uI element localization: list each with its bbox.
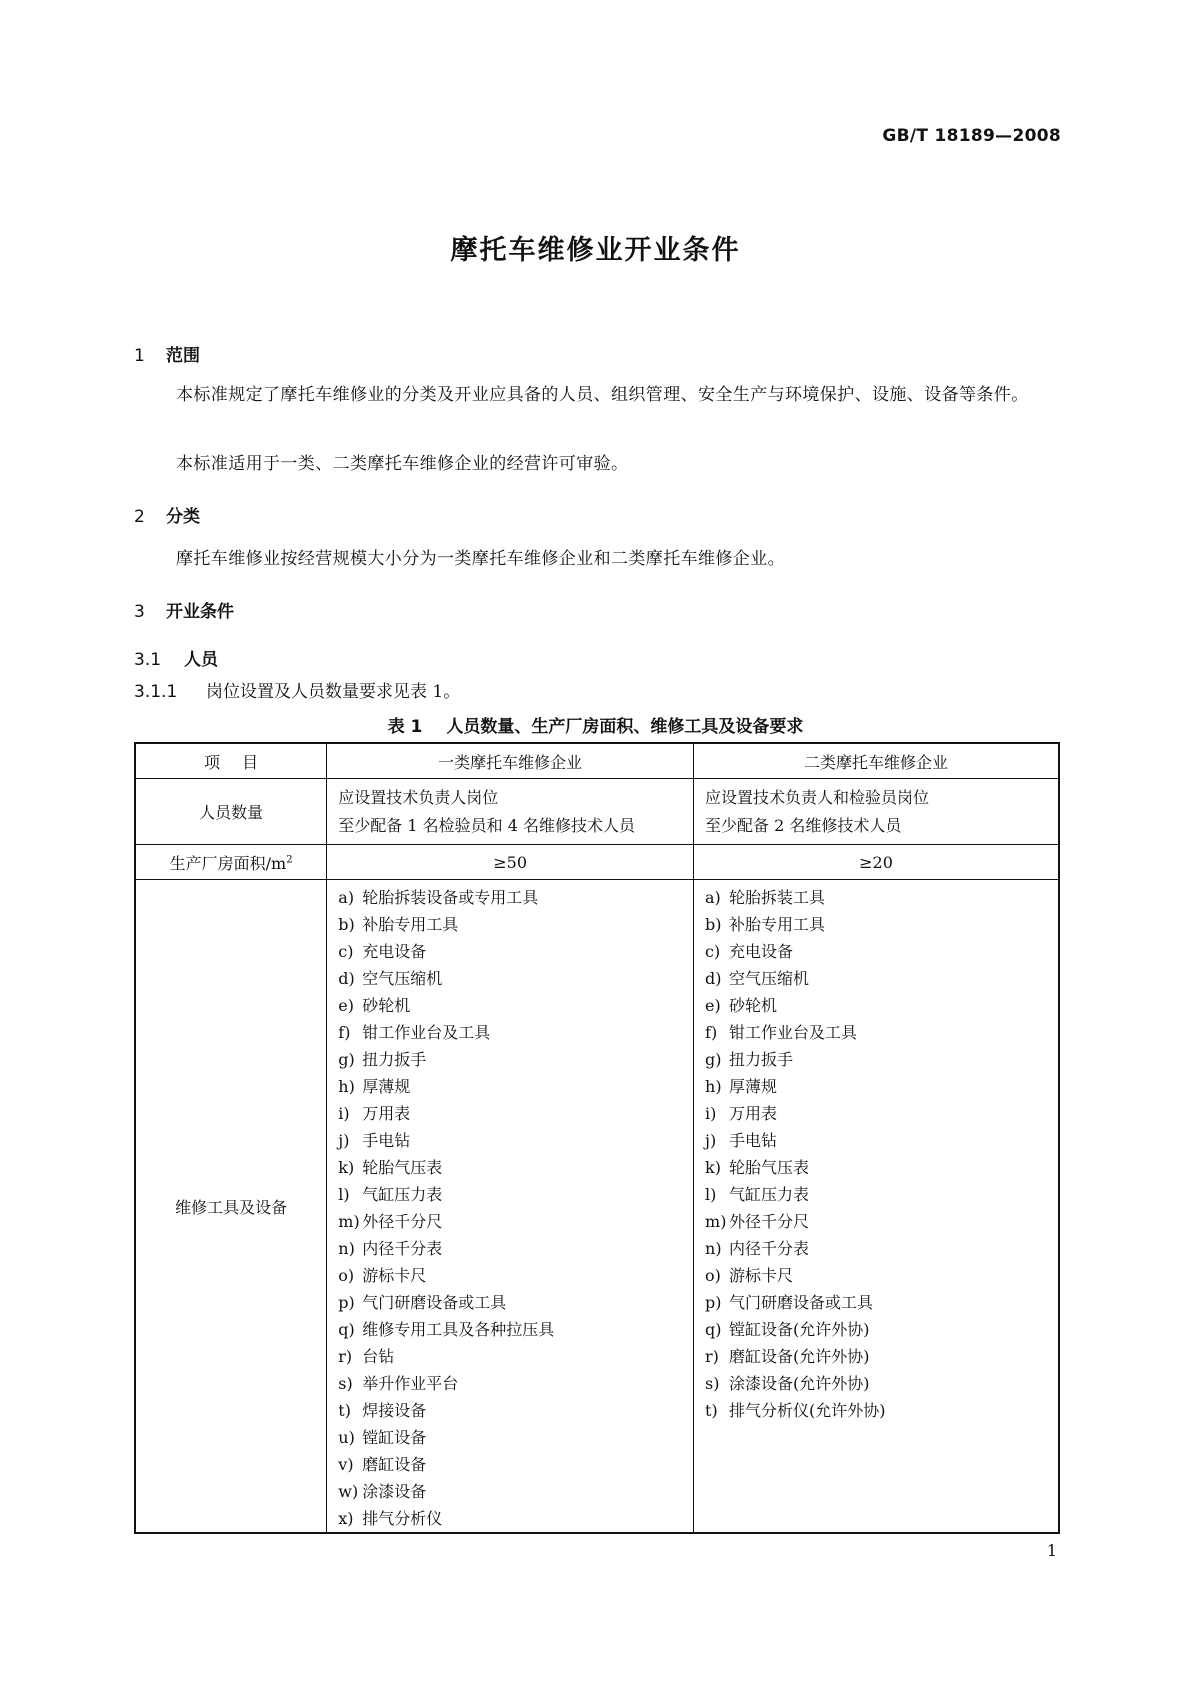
tools-class2	[694, 880, 1059, 1534]
section-number: 2	[134, 507, 145, 527]
list-item	[338, 1073, 693, 1100]
list-text: 砂轮机	[362, 996, 411, 1015]
list-text: 气门研磨设备或工具	[729, 1293, 874, 1312]
list-marker: t)	[338, 1401, 351, 1420]
list-item	[705, 1316, 1058, 1343]
list-text: 轮胎气压表	[362, 1158, 443, 1177]
area-label: 生产厂房面积$/m^2$	[135, 845, 327, 880]
page-number: 1	[1046, 1541, 1057, 1560]
list-text: 游标卡尺	[362, 1266, 427, 1285]
list-item	[338, 1424, 693, 1451]
list-text: 排气分析仪(允许外协)	[729, 1401, 886, 1420]
list-marker: c)	[338, 942, 354, 961]
list-marker: d)	[705, 969, 722, 988]
list-text: 手电钻	[362, 1131, 411, 1150]
staff-class1-line2: 至少配备 1 名检验员和 4 名维修技术人员	[338, 815, 635, 835]
table-row-area	[135, 845, 1059, 880]
table-header-row	[135, 743, 1059, 779]
list-marker: u)	[338, 1428, 355, 1447]
list-marker: r)	[705, 1347, 719, 1366]
list-text: 空气压缩机	[362, 969, 443, 988]
section-1-heading	[134, 341, 200, 366]
classification-paragraph: 摩托车维修业按经营规模大小分为一类摩托车维修企业和二类摩托车维修企业。	[176, 549, 785, 569]
list-text: 钳工作业台及工具	[729, 1023, 858, 1042]
list-marker: r)	[338, 1347, 353, 1366]
list-marker: x)	[338, 1509, 354, 1528]
list-item	[338, 884, 693, 911]
list-text: 钳工作业台及工具	[362, 1023, 491, 1042]
list-marker: c)	[705, 942, 721, 961]
section-title: 分类	[166, 507, 200, 527]
list-item	[338, 1397, 693, 1424]
list-marker: j)	[338, 1131, 350, 1150]
list-item	[338, 1235, 693, 1262]
list-item	[338, 1289, 693, 1316]
subsection-3-1-heading	[134, 645, 218, 670]
list-marker: p)	[338, 1293, 355, 1312]
list-item	[338, 1127, 693, 1154]
list-text: 游标卡尺	[729, 1266, 794, 1285]
list-text: 充电设备	[362, 942, 427, 961]
list-marker: f)	[705, 1023, 718, 1042]
list-text: 焊接设备	[362, 1401, 427, 1420]
list-text: 补胎专用工具	[362, 915, 459, 934]
list-item	[338, 992, 693, 1019]
tools-class1-list	[338, 884, 693, 1532]
requirements-table	[134, 742, 1060, 1534]
list-text: 充电设备	[729, 942, 794, 961]
section-title: 开业条件	[166, 602, 234, 622]
list-item	[705, 938, 1058, 965]
section-2-heading	[134, 502, 200, 527]
list-text: 维修专用工具及各种拉压具	[362, 1320, 555, 1339]
list-marker: o)	[338, 1266, 355, 1285]
list-item	[705, 965, 1058, 992]
list-item	[705, 1154, 1058, 1181]
list-text: 空气压缩机	[729, 969, 810, 988]
list-marker: t)	[705, 1401, 718, 1420]
list-item	[705, 1397, 1058, 1424]
list-marker: l)	[705, 1185, 717, 1204]
list-item	[338, 1046, 693, 1073]
list-marker: h)	[705, 1077, 722, 1096]
tools-class2-list	[705, 884, 1058, 1424]
list-text: 手电钻	[729, 1131, 778, 1150]
list-text: 台钻	[362, 1347, 395, 1366]
list-marker: a)	[705, 888, 721, 907]
list-marker: o)	[705, 1266, 721, 1285]
list-marker: k)	[338, 1158, 355, 1177]
list-marker: i)	[338, 1104, 350, 1123]
subsection-title: 人员	[184, 650, 218, 670]
tools-class1	[327, 880, 694, 1534]
list-marker: m)	[338, 1212, 360, 1231]
list-item	[338, 1451, 693, 1478]
list-text: 轮胎拆装设备或专用工具	[362, 888, 539, 907]
list-text: 砂轮机	[729, 996, 778, 1015]
list-text: 磨缸设备	[362, 1455, 427, 1474]
list-item	[338, 1316, 693, 1343]
list-marker: j)	[705, 1131, 717, 1150]
header-item: 项目	[135, 743, 327, 779]
list-marker: p)	[705, 1293, 722, 1312]
list-item	[338, 965, 693, 992]
list-marker: a)	[338, 888, 355, 907]
list-text: 气缸压力表	[362, 1185, 443, 1204]
list-item	[705, 1343, 1058, 1370]
list-item	[338, 1154, 693, 1181]
staff-label: 人员数量	[135, 779, 327, 845]
list-item	[705, 992, 1058, 1019]
list-marker: v)	[338, 1455, 354, 1474]
table-row-staff	[135, 779, 1059, 845]
section-number: 1	[134, 346, 145, 366]
list-marker: g)	[705, 1050, 722, 1069]
clause-number: 3.1.1	[134, 682, 178, 702]
list-marker: n)	[338, 1239, 355, 1258]
list-item	[338, 1208, 693, 1235]
list-item	[705, 1019, 1058, 1046]
table-caption-number: 表 1	[387, 717, 423, 737]
staff-class2	[694, 779, 1059, 845]
list-marker: e)	[338, 996, 354, 1015]
table-row-tools	[135, 880, 1059, 1534]
list-text: 扭力扳手	[729, 1050, 794, 1069]
staff-class2-line2: 至少配备 2 名维修技术人员	[705, 815, 902, 835]
list-text: 扭力扳手	[362, 1050, 427, 1069]
list-text: 轮胎气压表	[729, 1158, 810, 1177]
list-marker: e)	[705, 996, 721, 1015]
table-caption	[0, 712, 1191, 737]
list-text: 镗缸设备	[362, 1428, 427, 1447]
list-item	[705, 1262, 1058, 1289]
list-marker: b)	[705, 915, 722, 934]
staff-class1-line1: 应设置技术负责人岗位	[338, 787, 499, 807]
list-text: 外径千分尺	[362, 1212, 443, 1231]
list-marker: m)	[705, 1212, 727, 1231]
section-3-heading	[134, 597, 234, 622]
staff-class2-line1: 应设置技术负责人和检验员岗位	[705, 787, 930, 807]
list-item	[705, 1127, 1058, 1154]
table-caption-text: 人员数量、生产厂房面积、维修工具及设备要求	[446, 717, 804, 737]
list-item	[338, 938, 693, 965]
list-item	[338, 1019, 693, 1046]
list-item	[338, 1100, 693, 1127]
list-marker: g)	[338, 1050, 355, 1069]
scope-paragraph-1: 本标准规定了摩托车维修业的分类及开业应具备的人员、组织管理、安全生产与环境保护、设施、设备等条件。	[176, 385, 1029, 405]
list-item	[705, 911, 1058, 938]
list-item	[705, 1046, 1058, 1073]
list-text: 磨缸设备(允许外协)	[729, 1347, 870, 1366]
list-text: 内径千分表	[729, 1239, 810, 1258]
list-marker: w)	[338, 1482, 359, 1501]
list-item	[338, 1343, 693, 1370]
list-marker: i)	[705, 1104, 717, 1123]
list-text: 外径千分尺	[729, 1212, 810, 1231]
standard-code: GB/T 18189—2008	[882, 126, 1061, 146]
list-text: 厚薄规	[362, 1077, 411, 1096]
header-class2: 二类摩托车维修企业	[694, 743, 1059, 779]
list-text: 气缸压力表	[729, 1185, 810, 1204]
staff-class1	[327, 779, 694, 845]
list-marker: q)	[338, 1320, 355, 1339]
header-class1: 一类摩托车维修企业	[327, 743, 694, 779]
list-text: 排气分析仪	[362, 1509, 443, 1528]
area-unit-superscript: 2	[286, 854, 293, 866]
list-item	[705, 1100, 1058, 1127]
list-text: 涂漆设备(允许外协)	[729, 1374, 870, 1393]
list-marker: f)	[338, 1023, 351, 1042]
list-item	[705, 1370, 1058, 1397]
list-item	[338, 1370, 693, 1397]
list-item	[705, 1235, 1058, 1262]
list-text: 举升作业平台	[362, 1374, 459, 1393]
list-text: 涂漆设备	[362, 1482, 427, 1501]
list-marker: l)	[338, 1185, 350, 1204]
scope-paragraph-2: 本标准适用于一类、二类摩托车维修企业的经营许可审验。	[176, 454, 629, 474]
list-item	[705, 1181, 1058, 1208]
section-title: 范围	[166, 346, 200, 366]
list-item	[705, 1208, 1058, 1235]
list-marker: k)	[705, 1158, 721, 1177]
list-marker: s)	[338, 1374, 353, 1393]
list-text: 气门研磨设备或工具	[362, 1293, 507, 1312]
list-item	[705, 1073, 1058, 1100]
list-item	[705, 1289, 1058, 1316]
list-item	[338, 1478, 693, 1505]
list-text: 厚薄规	[729, 1077, 778, 1096]
tools-label: 维修工具及设备	[135, 880, 327, 1534]
list-marker: q)	[705, 1320, 722, 1339]
list-text: 补胎专用工具	[729, 915, 826, 934]
section-number: 3	[134, 602, 145, 622]
list-item	[338, 1262, 693, 1289]
area-class2: ≥20	[694, 845, 1059, 880]
document-title: 摩托车维修业开业条件	[450, 235, 741, 266]
list-marker: d)	[338, 969, 355, 988]
list-item	[338, 1505, 693, 1532]
list-text: 内径千分表	[362, 1239, 443, 1258]
list-text: 轮胎拆装工具	[729, 888, 826, 907]
list-marker: s)	[705, 1374, 720, 1393]
list-marker: n)	[705, 1239, 722, 1258]
list-item	[338, 1181, 693, 1208]
clause-text: 岗位设置及人员数量要求见表 1。	[206, 682, 461, 702]
list-text: 万用表	[729, 1104, 778, 1123]
list-item	[705, 884, 1058, 911]
list-item	[338, 911, 693, 938]
list-marker: b)	[338, 915, 355, 934]
subsection-number: 3.1	[134, 650, 162, 670]
list-marker: h)	[338, 1077, 355, 1096]
area-class1: ≥50	[327, 845, 694, 880]
list-text: 镗缸设备(允许外协)	[729, 1320, 870, 1339]
list-text: 万用表	[362, 1104, 411, 1123]
clause-3-1-1	[134, 677, 460, 702]
